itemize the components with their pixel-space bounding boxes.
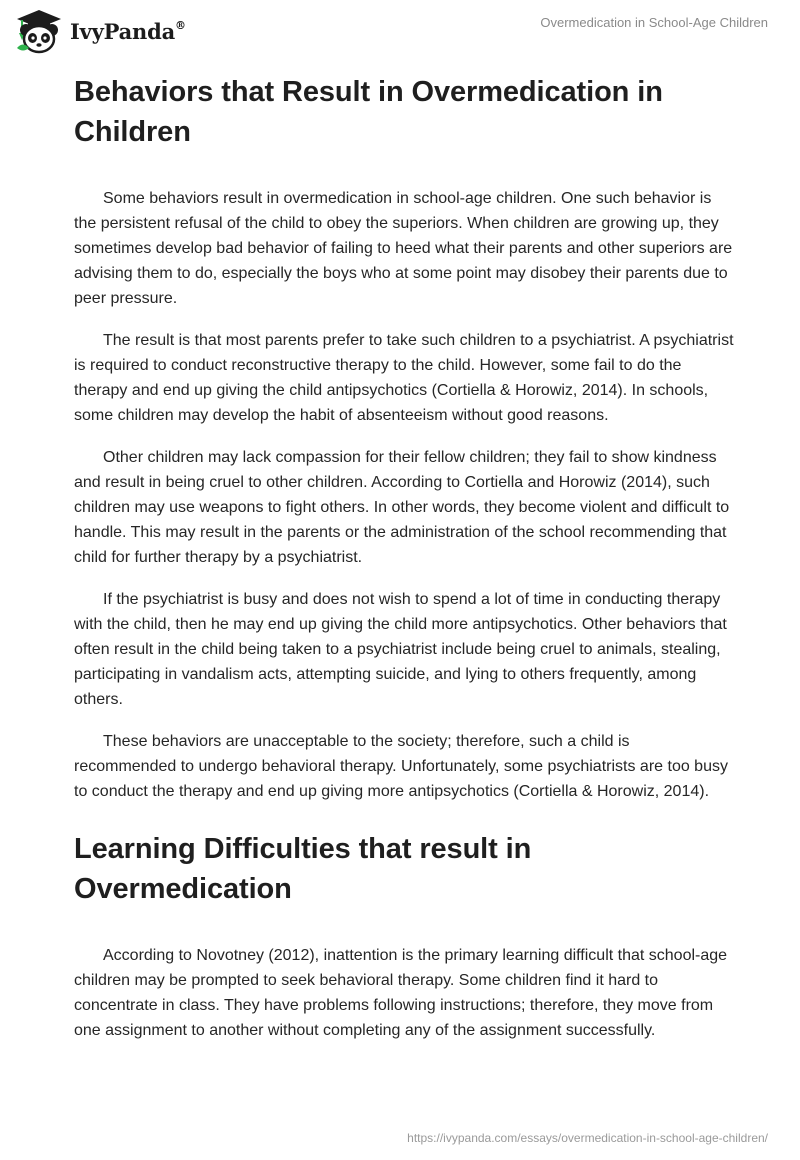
paragraph: These behaviors are unacceptable to the society; therefore, such a child is recommended to undergo behavioral therapy. Unfortunately, some psychiatrists are too busy to conduct the therapy and end up giving more antipsychotics (Cortiella & Horowiz, 2014). [74, 733, 728, 800]
paragraph: Other children may lack compassion for their fellow children; they fail to show kindness and result in being cruel to other children. According to Cortiella and Horowiz (2014), such children may use weapons to fight others. In other words, they become violent and difficult to handle. This may result in the parents or the administration of the school recommending that child for further therapy by a psychiatrist. [74, 449, 730, 566]
section-heading-learning-difficulties: Learning Difficulties that result in Overmedication [74, 833, 532, 905]
section-heading-behaviors: Behaviors that Result in Overmedication in Children [74, 76, 663, 148]
ivypanda-logo[interactable] [14, 8, 186, 54]
article-body [74, 72, 734, 1043]
brand-name: IvyPanda® [70, 18, 186, 44]
panda-icon [14, 8, 64, 54]
page-header [0, 0, 800, 64]
document-title: Overmedication in School-Age Children [540, 15, 768, 30]
paragraph: The result is that most parents prefer to take such children to a psychiatrist. A psychiatrist is required to conduct reconstructive therapy to the child. However, some fail to do the therapy and end up giving the child antipsychotics (Cortiella & Horowiz, 2014). In schools, some children may develop the habit of absenteeism without good reasons. [74, 332, 734, 424]
paragraph: If the psychiatrist is busy and does not wish to spend a lot of time in conducting therapy with the child, then he may end up giving the child more antipsychotics. Other behaviors that often result in the child being taken to a psychiatrist include being cruel to animals, stealing, participating in vandalism acts, attempting suicide, and lying to others frequently, among others. [74, 591, 727, 708]
registered-mark: ® [175, 18, 186, 32]
paragraph: According to Novotney (2012), inattention is the primary learning difficult that school-age children may be prompted to seek behavioral therapy. Some children find it hard to concentrate in class. They have problems following instructions; therefore, they move from one assignment to another without completing any of the assignment successfully. [74, 947, 728, 1039]
footer-url-link[interactable]: https://ivypanda.com/essays/overmedication-in-school-age-children/ [407, 1131, 768, 1145]
paragraph: Some behaviors result in overmedication in school-age children. One such behavior is the persistent refusal of the child to obey the superiors. When children are growing up, they sometimes develop bad behavior of failing to heed what their parents and other superiors are advising them to do, especially the boys who at some point may disobey their parents due to peer pressure. [74, 190, 733, 307]
